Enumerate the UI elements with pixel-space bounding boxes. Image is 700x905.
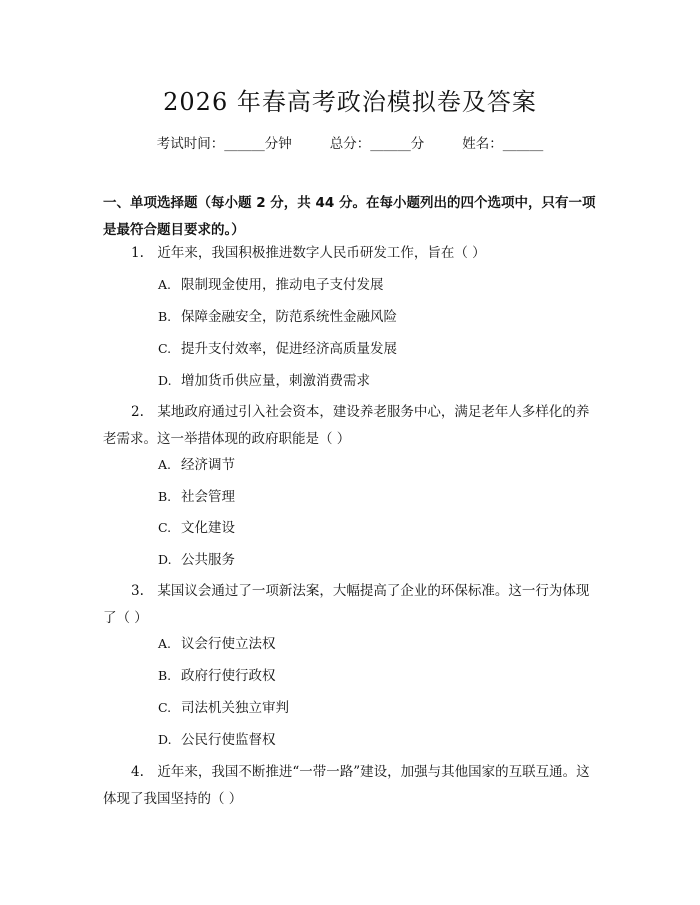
option-letter: A. <box>158 636 172 651</box>
option-text: 司法机关独立审判 <box>181 700 289 716</box>
q1-option-d <box>158 371 370 391</box>
option-text: 经济调节 <box>181 457 235 473</box>
exam-time-field: 考试时间：______分钟 <box>156 136 292 152</box>
q3-option-a <box>158 634 276 654</box>
option-text: 保障金融安全，防范系统性金融风险 <box>181 309 397 325</box>
option-letter: B. <box>158 489 172 504</box>
student-name-field: 姓名：______ <box>462 136 544 152</box>
option-letter: C. <box>158 700 172 715</box>
q1-option-b <box>158 307 397 327</box>
q1-option-a <box>158 275 384 295</box>
option-text: 提升支付效率，促进经济高质量发展 <box>181 341 397 357</box>
total-score-field: 总分：______分 <box>329 136 425 152</box>
q3-option-c <box>158 698 289 718</box>
q2-option-a <box>158 455 235 475</box>
section-heading: 一、单项选择题（每小题 2 分，共 44 分。在每小题列出的四个选项中，只有一项是最符合题目要求的。） <box>103 195 596 238</box>
option-text: 增加货币供应量，刺激消费需求 <box>181 373 370 389</box>
option-letter: C. <box>158 341 172 356</box>
option-letter: D. <box>158 732 172 747</box>
option-text: 公民行使监督权 <box>181 732 276 748</box>
option-text: 议会行使立法权 <box>181 636 276 652</box>
option-letter: C. <box>158 520 172 535</box>
q2-option-b <box>158 487 235 507</box>
option-letter: D. <box>158 552 172 567</box>
option-letter: D. <box>158 373 172 388</box>
question-1: 1. 近年来，我国积极推进数字人民币研发工作，旨在（ ） <box>131 245 486 261</box>
option-letter: B. <box>158 309 172 324</box>
option-letter: B. <box>158 668 172 683</box>
exam-meta <box>0 132 700 152</box>
page-title: 2026 年春高考政治模拟卷及答案 <box>163 88 537 116</box>
q2-option-c <box>158 518 235 538</box>
q2-option-d <box>158 550 235 570</box>
q3-option-b <box>158 666 276 686</box>
option-text: 公共服务 <box>181 552 235 568</box>
option-letter: A. <box>158 457 172 472</box>
question-4: 4. 近年来，我国不断推进“一带一路”建设，加强与其他国家的互联互通。这体现了我国坚持的（ ） <box>103 764 590 807</box>
q3-option-d <box>158 730 276 750</box>
option-text: 政府行使行政权 <box>181 668 276 684</box>
option-text: 文化建设 <box>181 520 235 536</box>
option-text: 社会管理 <box>181 489 235 505</box>
option-letter: A. <box>158 277 172 292</box>
q1-option-c <box>158 339 397 359</box>
option-text: 限制现金使用，推动电子支付发展 <box>181 277 384 293</box>
question-2: 2. 某地政府通过引入社会资本，建设养老服务中心，满足老年人多样化的养老需求。这一举措体现的政府职能是（ ） <box>103 404 590 447</box>
question-3: 3. 某国议会通过了一项新法案，大幅提高了企业的环保标准。这一行为体现了（ ） <box>103 583 590 626</box>
